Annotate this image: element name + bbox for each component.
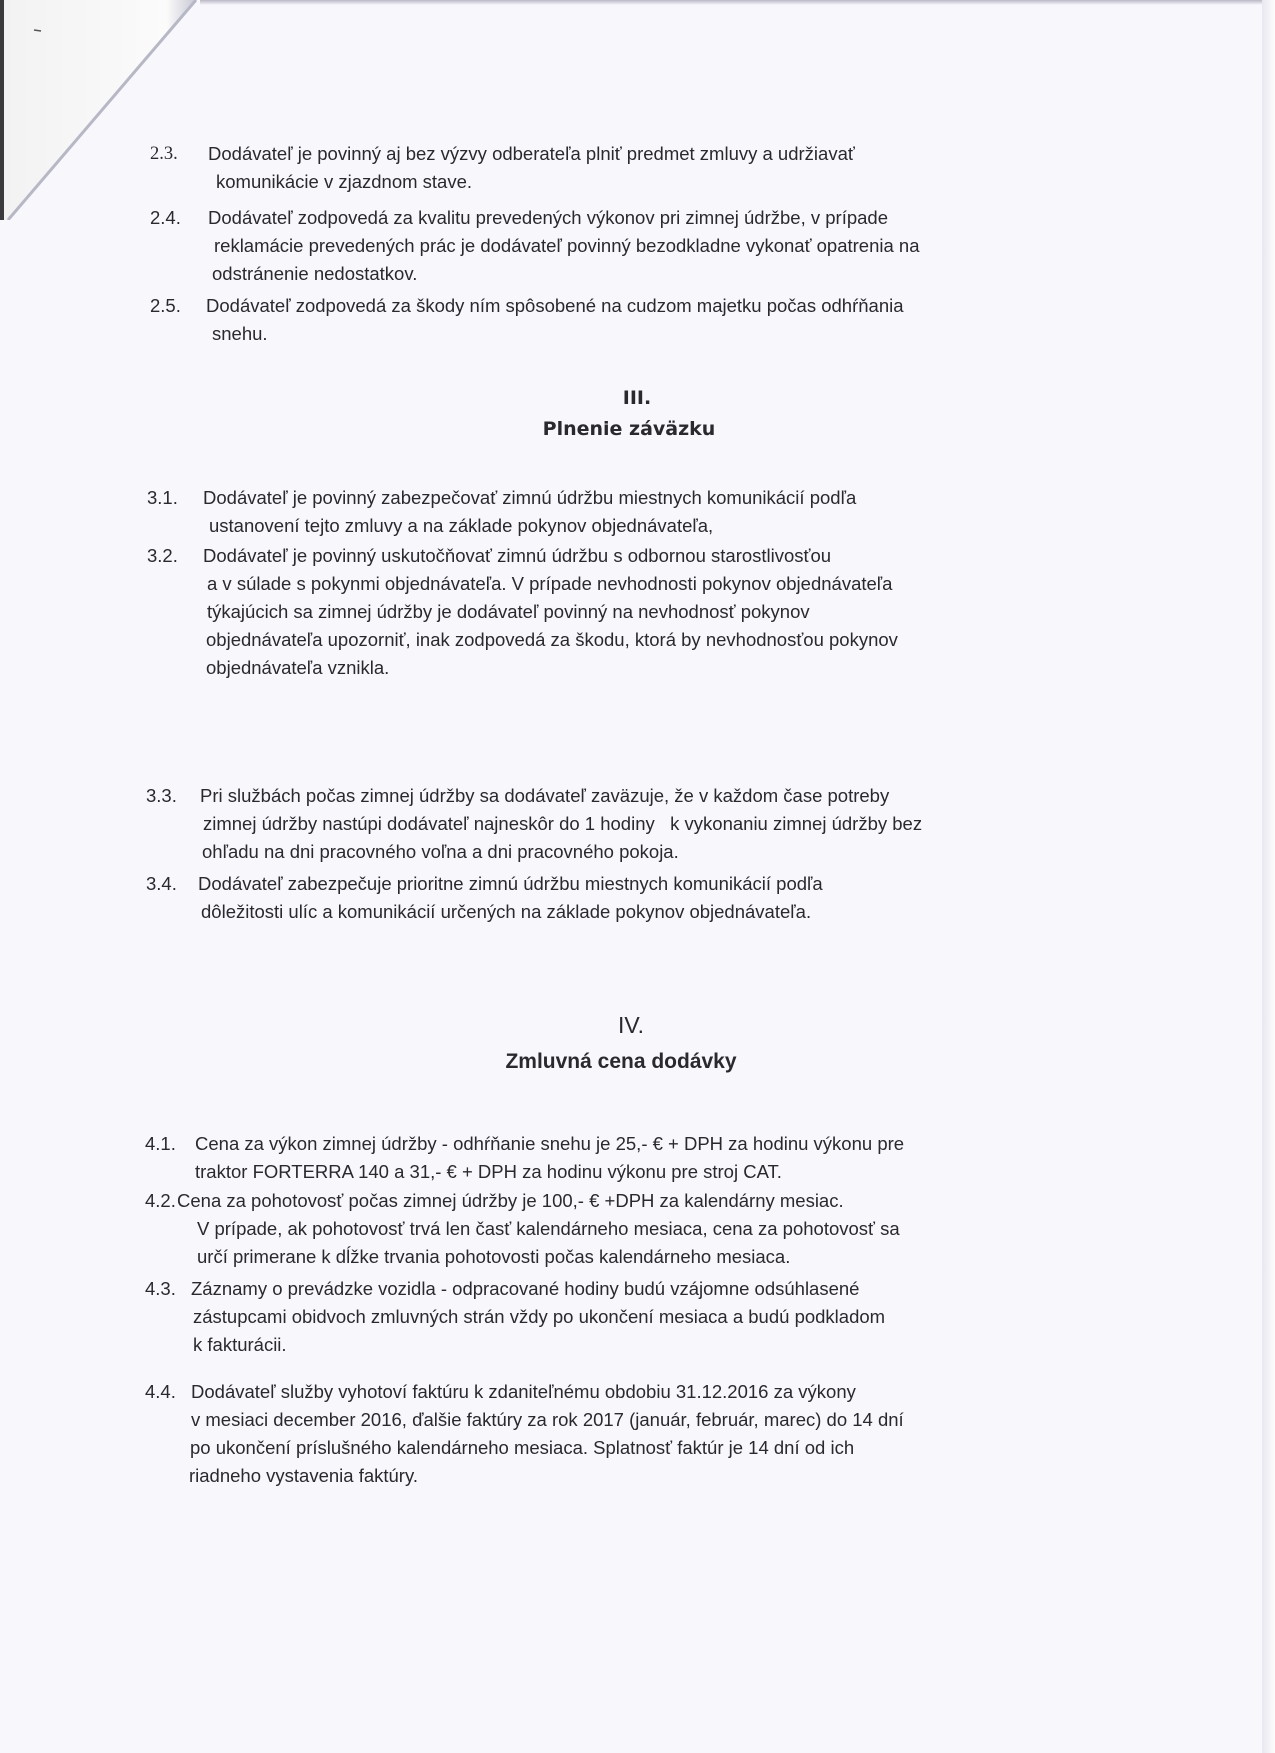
clause-line: Dodávateľ zodpovedá za kvalitu prevedených výkonov pri zimnej údržbe, v prípade (208, 207, 889, 228)
clause-line: riadneho vystavenia faktúry. (189, 1465, 418, 1486)
clause-line: dôležitosti ulíc a komunikácií určených na základe pokynov objednávateľa. (201, 901, 812, 922)
clause-line: V prípade, ak pohotovosť trvá len časť kalendárneho mesiaca, cena za pohotovosť sa (197, 1218, 900, 1239)
clause-line: a v súlade s pokynmi objednávateľa. V prípade nevhodnosti pokynov objednávateľa (207, 573, 893, 594)
clause-line: zimnej údržby nastúpi dodávateľ najneskôr do 1 hodiny k vykonaniu zimnej údržby bez (203, 813, 923, 834)
clause-line: traktor FORTERRA 140 a 31,- € + DPH za hodinu výkonu pre stroj CAT. (195, 1161, 782, 1182)
clause-line: Dodávateľ služby vyhotoví faktúru k zdaniteľnému obdobiu 31.12.2016 za výkony (191, 1381, 856, 1402)
clause-line: týkajúcich sa zimnej údržby je dodávateľ povinný na nevhodnosť pokynov (207, 601, 810, 622)
clause-line: zástupcami obidvoch zmluvných strán vždy po ukončení mesiaca a budú podkladom (193, 1306, 886, 1327)
clause-4-4 (145, 1378, 1095, 1490)
clause-line: Dodávateľ je povinný zabezpečovať zimnú údržbu miestnych komunikácií podľa (203, 487, 857, 508)
clause-line: Dodávateľ je povinný uskutočňovať zimnú údržbu s odbornou starostlivosťou (203, 545, 832, 566)
clause-line: Dodávateľ zabezpečuje prioritne zimnú údržbu miestnych komunikácií podľa (198, 873, 823, 894)
clause-line: k fakturácii. (193, 1334, 287, 1355)
clause-line: Dodávateľ zodpovedá za škody ním spôsobené na cudzom majetku počas odhŕňania (206, 295, 904, 316)
clause-2-3 (150, 140, 1050, 196)
clause-4-2 (145, 1187, 1095, 1271)
clause-number: 2.3. (150, 144, 178, 164)
clause-number: 4.4. (145, 1381, 176, 1402)
clause-number: 3.4. (146, 873, 177, 894)
clause-number: 4.3. (145, 1278, 176, 1299)
page-edge-top (200, 0, 1262, 5)
clause-number: 3.1. (147, 487, 178, 508)
section-title: Plnenie záväzku (542, 418, 716, 440)
clause-3-4 (146, 870, 1046, 926)
clause-line: snehu. (212, 323, 268, 344)
clause-2-5 (150, 292, 1050, 348)
clause-3-3 (146, 782, 1096, 866)
section-title: Zmluvná cena dodávky (505, 1050, 737, 1073)
clause-line: v mesiaci december 2016, ďalšie faktúry za rok 2017 (január, február, marec) do 14 dní (191, 1409, 904, 1430)
clause-line: reklamácie prevedených prác je dodávateľ povinný bezodkladne vykonať opatrenia na (214, 235, 920, 256)
clause-line: po ukončení príslušného kalendárneho mesiaca. Splatnosť faktúr je 14 dní od ich (190, 1437, 855, 1458)
clause-line: ohľadu na dni pracovného voľna a dni pracovného pokoja. (202, 841, 679, 862)
clause-number: 3.3. (146, 785, 177, 806)
scanner-edge (0, 0, 4, 220)
clause-line: Cena za pohotovosť počas zimnej údržby je 100,- € +DPH za kalendárny mesiac. (177, 1190, 844, 1211)
page-edge (1262, 0, 1275, 1753)
clause-number: 2.5. (150, 295, 181, 316)
clause-line: ustanovení tejto zmluvy a na základe pokynov objednávateľa, (209, 515, 714, 536)
clause-number: 2.4. (150, 207, 181, 228)
clause-line: odstránenie nedostatkov. (212, 263, 418, 284)
clause-line: určí primerane k dĺžke trvania pohotovosti počas kalendárneho mesiaca. (197, 1246, 791, 1267)
clause-line: objednávateľa upozorniť, inak zodpovedá za škodu, ktorá by nevhodnosťou pokynov (206, 629, 898, 650)
clause-line: Dodávateľ je povinný aj bez výzvy odberateľa plniť predmet zmluvy a udržiavať (208, 143, 855, 164)
clause-number: 3.2. (147, 545, 178, 566)
clause-4-1 (145, 1130, 1095, 1186)
section-number: IV. (617, 1012, 644, 1038)
clause-line: objednávateľa vznikla. (206, 657, 390, 678)
clause-line: Záznamy o prevádzke vozidla - odpracované hodiny budú vzájomne odsúhlasené (191, 1278, 860, 1299)
clause-line: Pri službách počas zimnej údržby sa dodávateľ zaväzuje, že v každom čase potreby (200, 785, 890, 806)
clause-2-4 (150, 204, 1050, 288)
clause-4-3 (145, 1275, 1095, 1359)
clause-3-1 (147, 484, 1047, 540)
clause-line: komunikácie v zjazdnom stave. (216, 171, 473, 192)
section-number: III. (622, 387, 652, 409)
clause-number: 4.1. (145, 1133, 176, 1154)
clause-line: Cena za výkon zimnej údržby - odhŕňanie snehu je 25,- € + DPH za hodinu výkonu pre (195, 1133, 905, 1154)
clause-3-2 (147, 542, 1047, 682)
clause-number: 4.2. (145, 1190, 176, 1211)
